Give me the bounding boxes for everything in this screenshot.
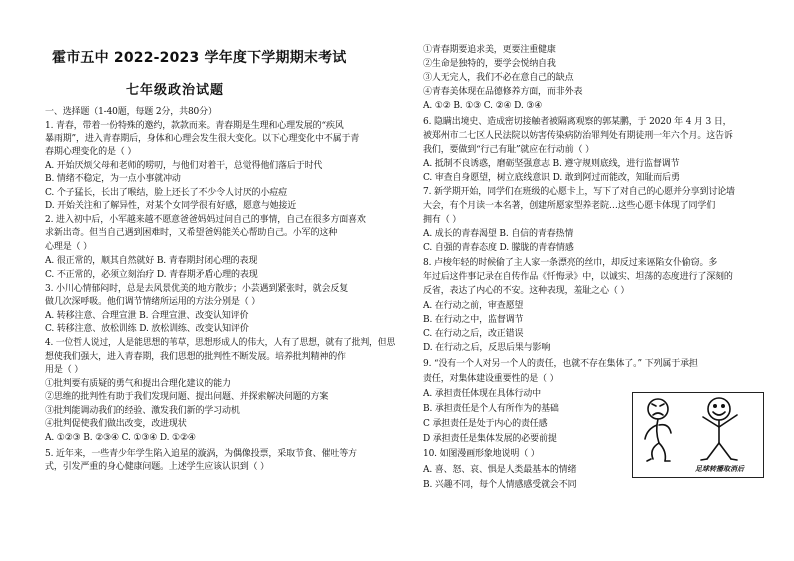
- text-line: 责任，对集体建设重要性的是（ ）: [423, 374, 559, 384]
- text-line: 用是（ ）: [45, 365, 84, 375]
- text-line: ④青春美体现在品德修养方面，而非外表: [423, 87, 583, 97]
- text-line: A. 喜、怒、哀、惧是人类最基本的情绪: [423, 465, 577, 475]
- text-line: D. 开始关注和了解异性，对某个女同学很有好感，愿意与她接近: [45, 201, 297, 211]
- text-line: 心理是（ ）: [45, 242, 92, 252]
- text-line: A. 开始厌烦父母和老师的唠叨，与他们对着干，总觉得他们落后于时代: [45, 161, 323, 171]
- text-line: B. 承担责任是个人有所作为的基础: [423, 404, 559, 414]
- text-line: 3. 小川心情郁闷时，总是去风景优美的地方散步；小芸遇到紧张时，就会反复: [45, 284, 349, 294]
- text-line: ③批判能调动我们的经验、激发我们新的学习动机: [45, 406, 240, 416]
- text-line: C. 转移注意、放松训练 D. 放松训练、改变认知评价: [45, 324, 249, 334]
- cartoon-illustration: [632, 392, 764, 478]
- exam-title: 霍市五中 2022-2023 学年度下学期期末考试: [52, 50, 347, 66]
- text-line: C. 自强的青春态度 D. 朦胧的青春情感: [423, 243, 574, 253]
- text-line: 5. 近年来，一些青少年学生陷入追星的漩涡，为偶像投票，采取节食、催吐等方: [45, 449, 357, 459]
- text-line: 春期心理变化的是（ ）: [45, 147, 137, 157]
- text-line: ①青春期要追求美，更要注重健康: [423, 45, 556, 55]
- text-line: 暴雨期”，进入青春期后，身体和心理会发生很大变化。以下心理变化中不属于青: [45, 134, 360, 144]
- text-line: C. 个子猛长，长出了喉结，脸上还长了不少令人讨厌的小痘痘: [45, 188, 287, 198]
- text-line: 7. 新学期开始，同学们在班级的心愿卡上，写下了对自己的心愿并分享到讨论墙: [423, 187, 735, 197]
- text-line: 拥有（ ）: [423, 215, 462, 225]
- text-line: 我们，要做到“行己有耻”就应在行动前（ ）: [423, 145, 594, 155]
- text-line: 2. 进入初中后，小军越来越不愿意爸爸妈妈过问自己的事情，自己在很多方面喜欢: [45, 215, 366, 225]
- text-line: A. 抵制不良诱惑，磨砺坚强意志 B. 遵守规则底线，进行监督调节: [423, 159, 680, 169]
- text-line: A. 在行动之前，审查愿望: [423, 301, 524, 311]
- text-line: 反省，表达了内心的不安。这种表现，羞耻之心（ ）: [423, 286, 630, 296]
- exam-subtitle: 七年级政治试题: [126, 83, 225, 98]
- text-line: D. 在行动之后，反思后果与影响: [423, 343, 551, 353]
- text-line: 被郑州市二七区人民法院以妨害传染病防治罪判处有期徒刑一年六个月。这告诉: [423, 131, 733, 141]
- text-line: 8. 卢梭年轻的时候偷了主人家一条漂亮的丝巾，却反过来诬陷女仆偷窃。多: [423, 258, 718, 268]
- text-line: 1. 青春，带着一份特殊的邀约，款款而来。青春期是生理和心理发展的“疾风: [45, 121, 344, 131]
- text-line: A. 很正常的，顺其自然就好 B. 青春期封闭心理的表现: [45, 256, 258, 266]
- text-line: A. 承担责任体现在具体行动中: [423, 389, 541, 399]
- text-line: C. 在行动之后，改正错误: [423, 329, 524, 339]
- text-line: ②思维的批判性有助于我们发现问题、提出问题、并探索解决问题的方案: [45, 392, 329, 402]
- text-line: 一、选择题（1-40题，每题 2分，共80分）: [45, 107, 217, 117]
- text-line: 求新出奇。但当自己遇到困难时，又希望爸妈能关心帮助自己。小军的这种: [45, 228, 338, 238]
- happy-face-figure: [701, 398, 737, 460]
- text-line: A. 成长的青春渴望 B. 自信的青春热情: [423, 229, 574, 239]
- text-line: C. 审查自身愿望，树立底线意识 D. 敢到阿过而能改，知耻而后勇: [423, 173, 680, 183]
- text-line: 做几次深呼吸。他们调节情绪所运用的方法分别是（ ）: [45, 297, 261, 307]
- text-line: A. ①② B. ①③ C. ②④ D. ③④: [423, 101, 543, 111]
- sad-face-figure: [645, 399, 671, 461]
- text-line: C 承担责任是处于内心的责任感: [423, 419, 548, 429]
- text-line: B. 情绪不稳定，为一点小事就冲动: [45, 174, 181, 184]
- text-line: 式，引发严重的身心健康问题。上述学生应该认识到（ ）: [45, 462, 269, 472]
- text-line: ①批判要有质疑的勇气和提出合理化建议的能力: [45, 379, 231, 389]
- text-line: ②生命是独特的，要学会悦纳自我: [423, 59, 556, 69]
- cartoon-caption: 足球转播取消后: [695, 464, 744, 473]
- text-line: 10. 如图漫画形象地说明（ ）: [423, 449, 540, 459]
- text-line: 大会，有个月读一本名著，创建所愿家型养老院…这些心愿卡体现了同学们: [423, 201, 716, 211]
- text-line: ③人无完人，我们不必在意自己的缺点: [423, 73, 574, 83]
- text-line: 4. 一位哲人说过，人是能思想的苇草，思想形成人的伟大，人有了思想，就有了批判，但思: [45, 338, 396, 348]
- text-line: B. 在行动之中，监督调节: [423, 315, 524, 325]
- text-line: ④批判促使我们做出改变，改进现状: [45, 419, 187, 429]
- text-line: A. ①②③ B. ②③④ C. ①③④ D. ①②④: [45, 433, 196, 443]
- text-line: 想使我们强大，进入青春期，我们思想的批判性不断发展。培养批判精神的作: [45, 352, 346, 362]
- text-line: 年过后这件事记录在自传作品《忏悔录》中，以诚实、坦荡的态度进行了深刻的: [423, 272, 733, 282]
- text-line: 6. 隐瞒出境史、造成密切接触者被隔离观察的郭某鹏，于 2020 年 4 月 3 日，: [423, 117, 732, 127]
- text-line: C. 不正常的，必须立刻治疗 D. 青春期矛盾心理的表现: [45, 270, 258, 280]
- text-line: 9. “没有一个人对另一个人的责任，也就不存在集体了。” 下列属于承担: [423, 359, 698, 369]
- text-line: D 承担责任是集体发展的必要前提: [423, 434, 557, 444]
- text-line: A. 转移注意、合理宣泄 B. 合理宣泄、改变认知评价: [45, 311, 249, 321]
- text-line: B. 兴趣不同，每个人情感感受就会不同: [423, 480, 577, 490]
